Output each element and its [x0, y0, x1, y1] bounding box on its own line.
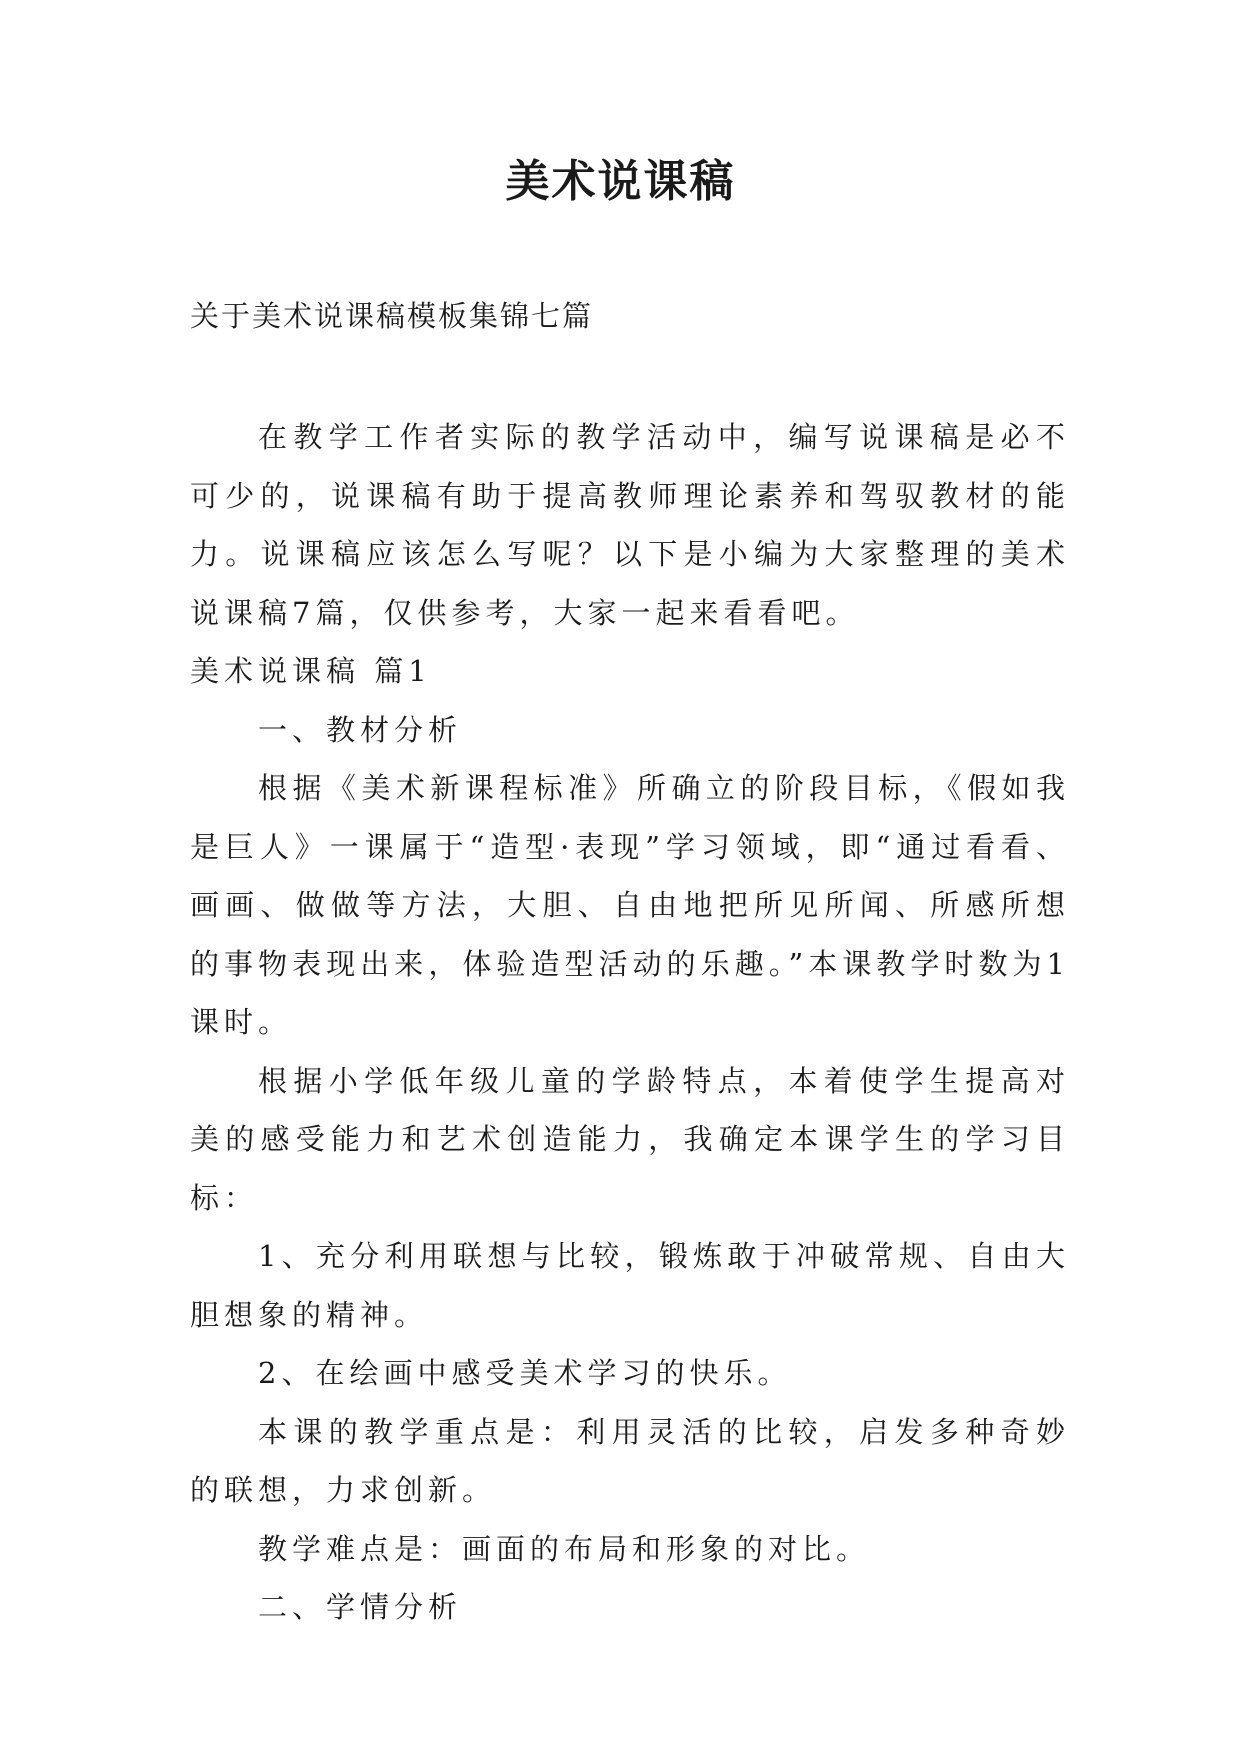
document-body — [190, 408, 1070, 1637]
paragraph-learning-goals: 根据小学低年级儿童的学龄特点，本着使学生提高对美的感受能力和艺术创造能力，我确定本课学生的学习目标： — [190, 1063, 1070, 1215]
goal-item-2: 2、在绘画中感受美术学习的快乐。 — [258, 1356, 792, 1390]
document-subtitle: 关于美术说课稿模板集锦七篇 — [190, 299, 594, 333]
goal-item-1: 1、充分利用联想与比较，锻炼敢于冲破常规、自由大胆想象的精神。 — [190, 1239, 1070, 1332]
paragraph-key-points: 本课的教学重点是：利用灵活的比较，启发多种奇妙的联想，力求创新。 — [190, 1414, 1070, 1507]
document-title: 美术说课稿 — [505, 156, 736, 207]
heading-textbook-analysis: 一、教材分析 — [258, 712, 463, 747]
heading-student-analysis: 二、学情分析 — [258, 1590, 463, 1624]
paragraph-difficulty: 教学难点是：画面的布局和形象的对比。 — [258, 1531, 871, 1566]
paragraph-intro: 在教学工作者实际的教学活动中，编写说课稿是必不可少的，说课稿有助于提高教师理论素养和驾驭教材的能力。说课稿应该怎么写呢？以下是小编为大家整理的美术说课稿7篇，仅供参考，大家一起来看看吧。 — [190, 420, 1070, 630]
section-heading-part1: 美术说课稿 篇1 — [190, 654, 432, 688]
paragraph-curriculum: 根据《美术新课程标准》所确立的阶段目标，《假如我是巨人》一课属于“造型·表现”学习领域，即“通过看看、画画、做做等方法，大胆、自由地把所见所闻、所感所想的事物表现出来，体验造型活动的乐趣。”本课教学时数为1课时。 — [190, 771, 1070, 1039]
